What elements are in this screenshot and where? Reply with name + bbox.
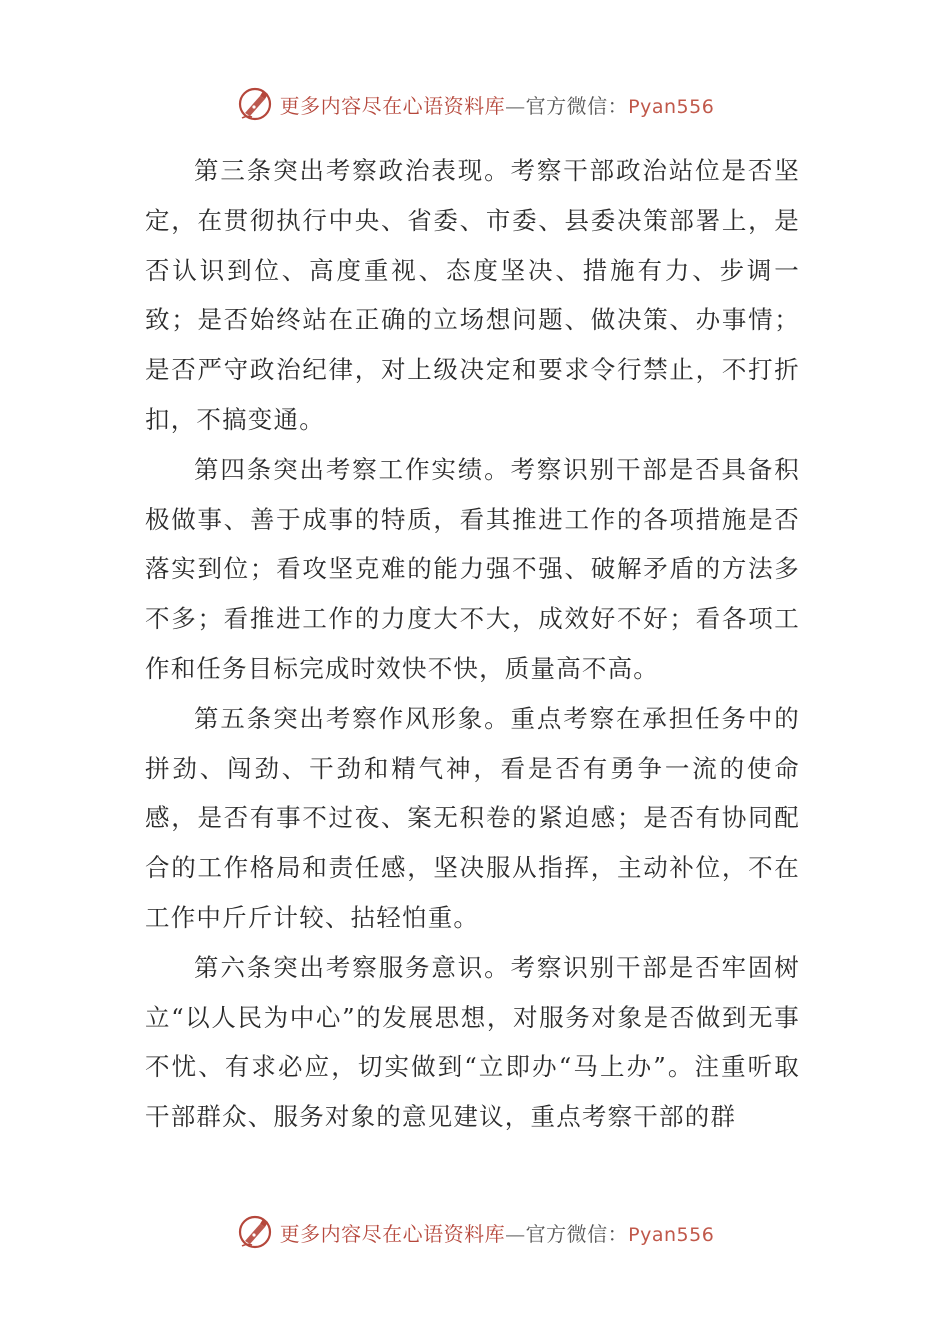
article-3-paragraph: 第三条突出考察政治表现。考察干部政治站位是否坚定，在贯彻执行中央、省委、市委、县委决策部署上，是否认识到位、高度重视、态度坚决、措施有力、步调一致；是否始终站在正确的立场想问题、做决策、办事情；是否严守政治纪律，对上级决定和要求令行禁止，不打折扣，不搞变通。 (145, 156, 800, 434)
pen-nib-logo-icon (236, 1213, 274, 1251)
footer-wechat-label: 官方微信： (525, 1221, 629, 1246)
article-5-paragraph: 第五条突出考察作风形象。重点考察在承担任务中的拼劲、闯劲、干劲和精气神，看是否有勇争一流的使命感，是否有事不过夜、案无积卷的紧迫感；是否有协同配合的工作格局和责任感，坚决服从指挥，主动补位，不在工作中斤斤计较、拈轻怕重。 (145, 703, 800, 932)
header-banner (0, 82, 950, 126)
header-wechat-id: Pyan556 (628, 95, 715, 118)
article-4-paragraph: 第四条突出考察工作实绩。考察识别干部是否具备积极做事、善于成事的特质，看其推进工作的各项措施是否落实到位；看攻坚克难的能力强不强、破解矛盾的方法多不多；看推进工作的力度大不大，成效好不好；看各项工作和任务目标完成时效快不快，质量高不高。 (145, 454, 800, 683)
header-banner-text (280, 90, 715, 119)
footer-brand: 更多内容尽在心语资料库 (279, 1221, 506, 1246)
header-wechat-label: 官方微信： (525, 93, 629, 118)
footer-banner-text (280, 1218, 715, 1247)
footer-banner (0, 1210, 950, 1254)
footer-separator: — (505, 1221, 526, 1246)
footer-wechat-id: Pyan556 (628, 1223, 715, 1246)
document-body (145, 146, 800, 1142)
header-brand: 更多内容尽在心语资料库 (279, 93, 506, 118)
article-6-paragraph: 第六条突出考察服务意识。考察识别干部是否牢固树立“以人民为中心”的发展思想，对服务对象是否做到无事不忧、有求必应，切实做到“立即办“马上办”。注重听取干部群众、服务对象的意见建议，重点考察干部的群 (145, 952, 800, 1132)
pen-nib-logo-icon (236, 85, 274, 123)
header-separator: — (505, 93, 526, 118)
